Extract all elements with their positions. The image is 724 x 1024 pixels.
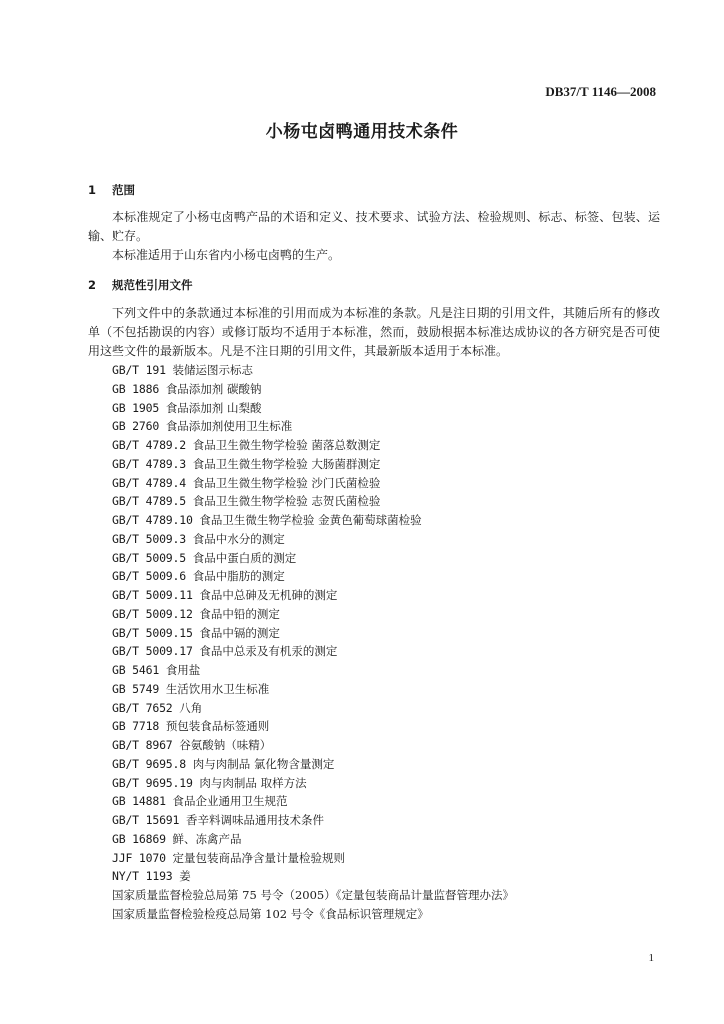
- reference-item: [112, 792, 514, 811]
- reference-item: [112, 530, 514, 549]
- reference-item: [112, 680, 514, 699]
- reference-code: GB/T 9695.8: [112, 756, 186, 771]
- reference-item: [112, 905, 514, 924]
- reference-name: 食品中铅的测定: [199, 606, 280, 621]
- section-1-number: 1: [88, 183, 97, 197]
- reference-name: 食品企业通用卫生规范: [172, 794, 288, 809]
- reference-item: [112, 642, 514, 661]
- reference-code: GB/T 7652: [112, 700, 173, 715]
- reference-name: 国家质量监督检验检疫总局第 102 号令《食品标识管理规定》: [112, 906, 429, 921]
- reference-item: [112, 605, 514, 624]
- reference-code: GB/T 4789.3: [112, 456, 186, 471]
- reference-name: 食品中总砷及无机砷的测定: [199, 588, 338, 602]
- reference-name: 装储运图示标志: [172, 363, 254, 377]
- reference-code: GB/T 15691: [112, 813, 180, 827]
- reference-name: 谷氨酸钠（味精）: [179, 738, 272, 752]
- reference-item: [112, 511, 514, 530]
- reference-name: 八角: [179, 700, 203, 715]
- reference-code: GB 16869: [112, 831, 166, 846]
- reference-name: 食品中总汞及有机汞的测定: [199, 644, 338, 659]
- reference-name: 食品卫生微生物学检验 金黄色葡萄球菌检验: [199, 513, 422, 527]
- reference-item: [112, 774, 514, 793]
- reference-name: 食品卫生微生物学检验 沙门氏菌检验: [192, 475, 381, 490]
- reference-item: [112, 455, 514, 474]
- reference-name: 定量包装商品净含量计量检验规则: [172, 850, 346, 865]
- reference-item: [112, 755, 514, 774]
- reference-code: GB/T 4789.2: [112, 438, 186, 452]
- reference-code: GB/T 191: [112, 363, 166, 377]
- reference-code: GB/T 9695.19: [112, 775, 193, 790]
- reference-code: GB 5461: [112, 663, 160, 677]
- reference-item: [112, 717, 514, 736]
- reference-code: GB 14881: [112, 794, 166, 809]
- reference-item: [112, 417, 514, 436]
- reference-item: [112, 380, 514, 399]
- reference-list: [112, 361, 514, 924]
- reference-name: 香辛料调味品通用技术条件: [185, 813, 324, 827]
- reference-item: [112, 399, 514, 418]
- reference-name: 食品中水分的测定: [192, 531, 285, 546]
- reference-code: GB 2760: [112, 419, 160, 434]
- reference-name: 预包装食品标签通则: [165, 719, 270, 734]
- reference-code: JJF 1070: [112, 850, 166, 865]
- reference-name: 食品中脂肪的测定: [192, 569, 285, 584]
- reference-code: GB/T 5009.5: [112, 550, 186, 565]
- reference-item: [112, 492, 514, 511]
- reference-item: [112, 867, 514, 886]
- reference-item: [112, 436, 514, 455]
- reference-name: 食品卫生微生物学检验 菌落总数测定: [192, 438, 381, 452]
- reference-code: GB 7718: [112, 719, 160, 734]
- reference-name: 肉与肉制品 取样方法: [199, 775, 307, 790]
- section-2-title: 规范性引用文件: [112, 278, 193, 292]
- reference-code: GB/T 5009.15: [112, 625, 193, 640]
- page-number: 1: [648, 952, 654, 964]
- reference-code: GB 5749: [112, 681, 160, 696]
- reference-item: [112, 549, 514, 568]
- reference-code: GB/T 5009.12: [112, 606, 193, 621]
- reference-name: 食品卫生微生物学检验 志贺氏菌检验: [192, 494, 381, 509]
- reference-item: [112, 586, 514, 605]
- reference-item: [112, 624, 514, 643]
- reference-item: [112, 849, 514, 868]
- standard-code: DB37/T 1146—2008: [545, 84, 656, 99]
- reference-code: GB/T 5009.17: [112, 644, 193, 659]
- reference-code: GB/T 4789.4: [112, 475, 186, 490]
- reference-item: [112, 474, 514, 493]
- reference-name: 姜: [179, 869, 191, 884]
- reference-name: 食品卫生微生物学检验 大肠菌群测定: [192, 456, 381, 471]
- applicability-paragraph: 本标准适用于山东省内小杨屯卤鸭的生产。: [112, 248, 341, 262]
- reference-item: [112, 811, 514, 830]
- reference-code: GB/T 4789.5: [112, 494, 186, 509]
- section-1-title: 范围: [112, 183, 136, 197]
- reference-code: NY/T 1193: [112, 869, 173, 884]
- reference-code: GB/T 8967: [112, 738, 173, 752]
- reference-item: [112, 361, 514, 380]
- reference-code: GB/T 4789.10: [112, 513, 193, 527]
- reference-code: GB 1886: [112, 381, 160, 396]
- reference-item: [112, 886, 514, 905]
- reference-item: [112, 699, 514, 718]
- reference-code: GB/T 5009.11: [112, 588, 193, 602]
- reference-name: 食品中蛋白质的测定: [192, 550, 297, 565]
- document-title: 小杨屯卤鸭通用技术条件: [265, 122, 459, 142]
- reference-name: 食用盐: [165, 663, 201, 677]
- reference-code: GB/T 5009.6: [112, 569, 186, 584]
- references-intro-paragraph: 下列文件中的条款通过本标准的引用而成为本标准的条款。凡是注日期的引用文件，其随后所有的修改单（不包括勘误的内容）或修订版均不适用于本标准，然而，鼓励根据本标准达成协议的各方研究是否可使用这些文件的最新版本。凡是不注日期的引用文件，其最新版本适用于本标准。: [88, 306, 660, 358]
- reference-item: [112, 830, 514, 849]
- scope-paragraph: 本标准规定了小杨屯卤鸭产品的术语和定义、技术要求、试验方法、检验规则、标志、标签、包装、运输、贮存。: [88, 210, 660, 243]
- reference-code: GB/T 5009.3: [112, 531, 186, 546]
- reference-item: [112, 736, 514, 755]
- reference-name: 鲜、冻禽产品: [172, 831, 242, 846]
- section-1-heading: [88, 182, 135, 198]
- reference-item: [112, 661, 514, 680]
- reference-name: 国家质量监督检验总局第 75 号令（2005）《定量包装商品计量监督管理办法》: [112, 888, 514, 902]
- reference-name: 肉与肉制品 氯化物含量测定: [192, 756, 335, 771]
- reference-code: GB 1905: [112, 400, 160, 415]
- section-2-number: 2: [88, 278, 97, 292]
- reference-name: 生活饮用水卫生标准: [165, 681, 270, 696]
- reference-name: 食品添加剂 碳酸钠: [165, 381, 262, 396]
- reference-name: 食品添加剂使用卫生标准: [165, 419, 293, 434]
- reference-name: 食品添加剂 山梨酸: [165, 400, 262, 415]
- reference-item: [112, 567, 514, 586]
- section-2-heading: [88, 277, 193, 293]
- reference-name: 食品中镉的测定: [199, 625, 280, 640]
